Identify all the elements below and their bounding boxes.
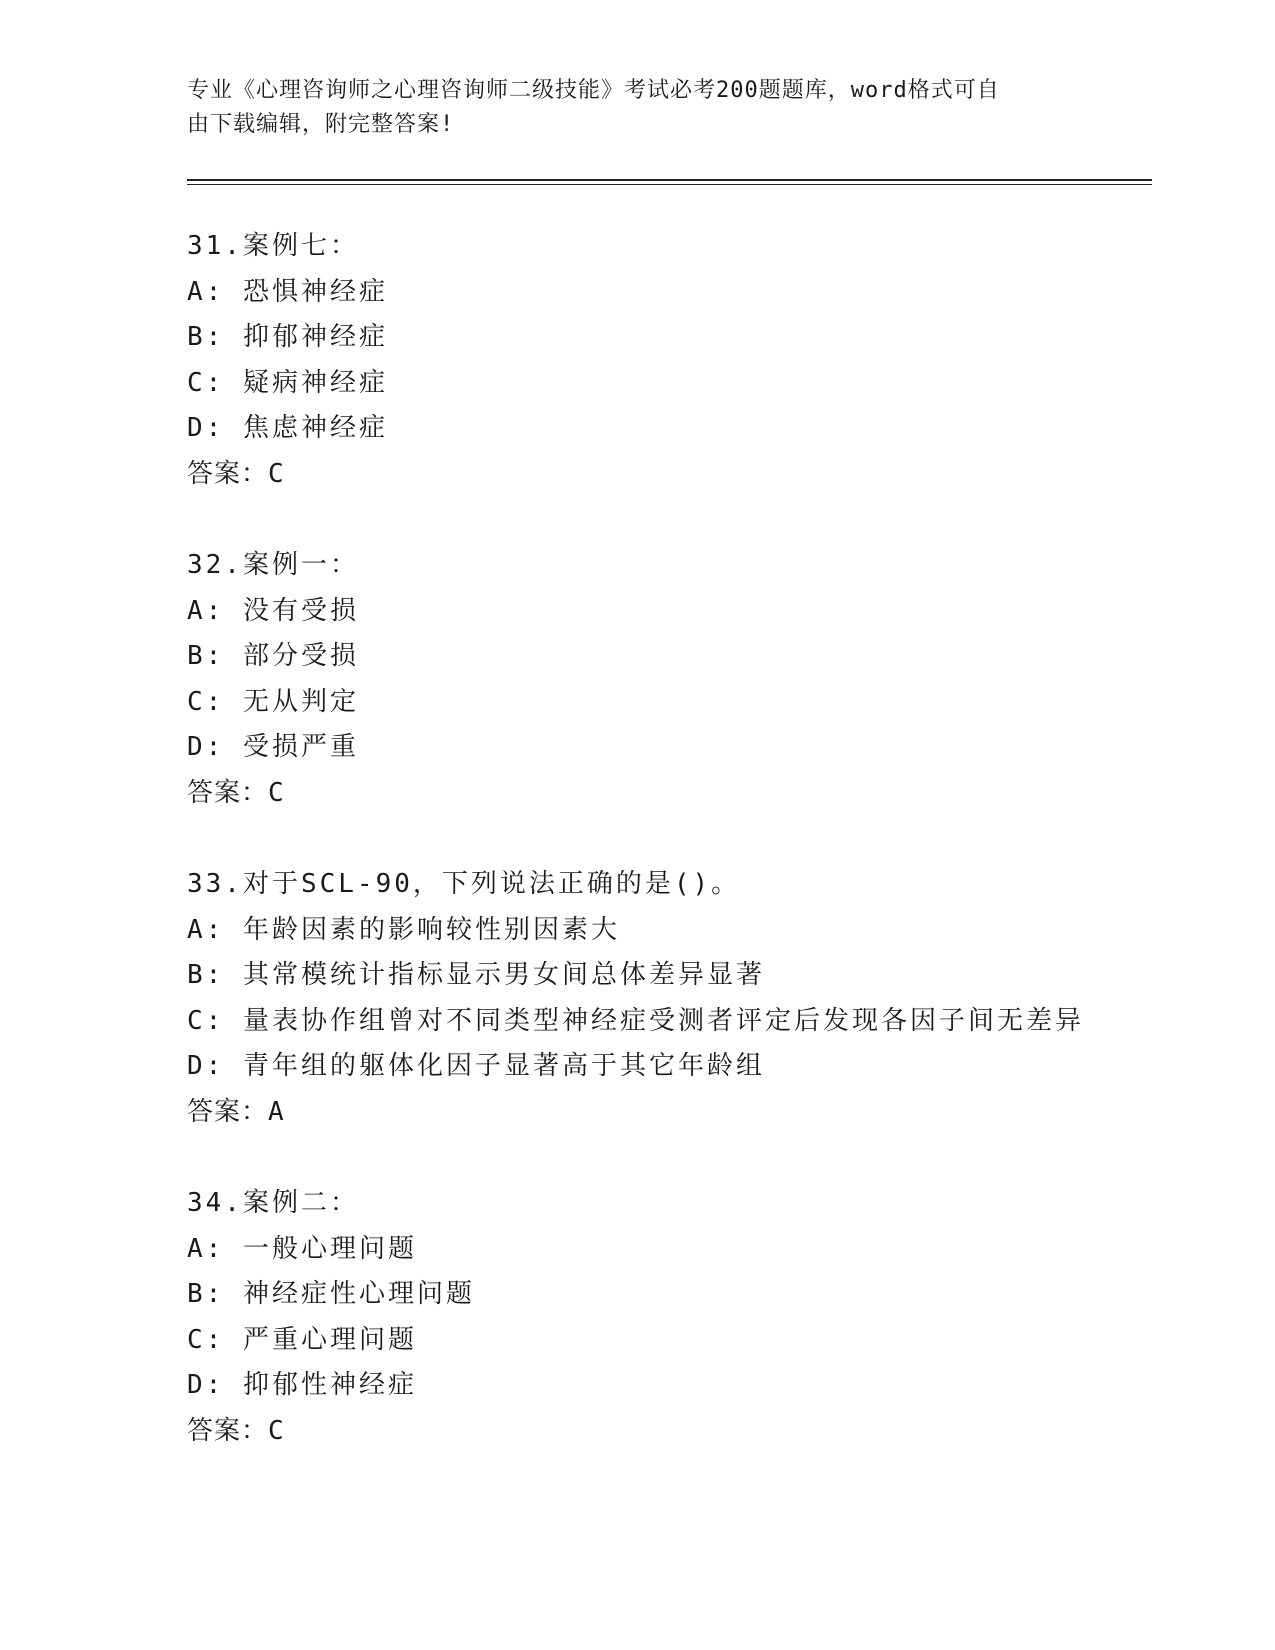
option-a: A: 一般心理问题	[187, 1233, 417, 1264]
header-divider-thin	[187, 184, 1152, 185]
question-stem: 31.案例七：	[187, 231, 359, 261]
option-c: C: 疑病神经症	[187, 367, 388, 398]
answer-line	[187, 1409, 1187, 1455]
document-header	[187, 74, 1067, 142]
question-34	[187, 1181, 1187, 1454]
answer-line	[187, 1090, 1187, 1136]
answer-line	[187, 452, 1187, 498]
option-d: D: 青年组的躯体化因子显著高于其它年龄组	[187, 1051, 765, 1081]
option-a: A: 年龄因素的影响较性别因素大	[187, 914, 620, 945]
answer-value: C	[268, 777, 285, 808]
option-c: C: 量表协作组曾对不同类型神经症受测者评定后发现各因子间无差异	[187, 1005, 1084, 1036]
option-b: B: 神经症性心理问题	[187, 1279, 475, 1309]
option-d: D: 焦虑神经症	[187, 413, 388, 443]
option-c: C: 无从判定	[187, 686, 359, 717]
header-line-1: 专业《心理咨询师之心理咨询师二级技能》考试必考200题题库，word格式可自	[187, 78, 1000, 103]
option-c: C: 严重心理问题	[187, 1324, 417, 1355]
question-stem: 33.对于SCL-90，下列说法正确的是()。	[187, 869, 741, 899]
answer-value: A	[268, 1096, 285, 1127]
option-d: D: 受损严重	[187, 732, 359, 762]
header-line-2: 由下载编辑，附完整答案!	[187, 112, 455, 137]
header-divider-thick	[187, 179, 1152, 181]
answer-line	[187, 771, 1187, 817]
question-31	[187, 224, 1187, 497]
option-d: D: 抑郁性神经症	[187, 1370, 417, 1400]
option-b: B: 抑郁神经症	[187, 322, 388, 352]
answer-label: 答案：	[187, 1096, 269, 1127]
question-stem: 34.案例二：	[187, 1188, 359, 1218]
question-stem: 32.案例一：	[187, 550, 359, 580]
option-a: A: 没有受损	[187, 595, 359, 626]
answer-value: C	[268, 1415, 285, 1446]
option-b: B: 其常模统计指标显示男女间总体差异显著	[187, 960, 765, 990]
option-a: A: 恐惧神经症	[187, 276, 388, 307]
answer-value: C	[268, 458, 285, 489]
answer-label: 答案：	[187, 777, 269, 808]
question-32	[187, 543, 1187, 816]
question-33	[187, 862, 1187, 1135]
option-b: B: 部分受损	[187, 641, 359, 671]
answer-label: 答案：	[187, 458, 269, 489]
answer-label: 答案：	[187, 1415, 269, 1446]
